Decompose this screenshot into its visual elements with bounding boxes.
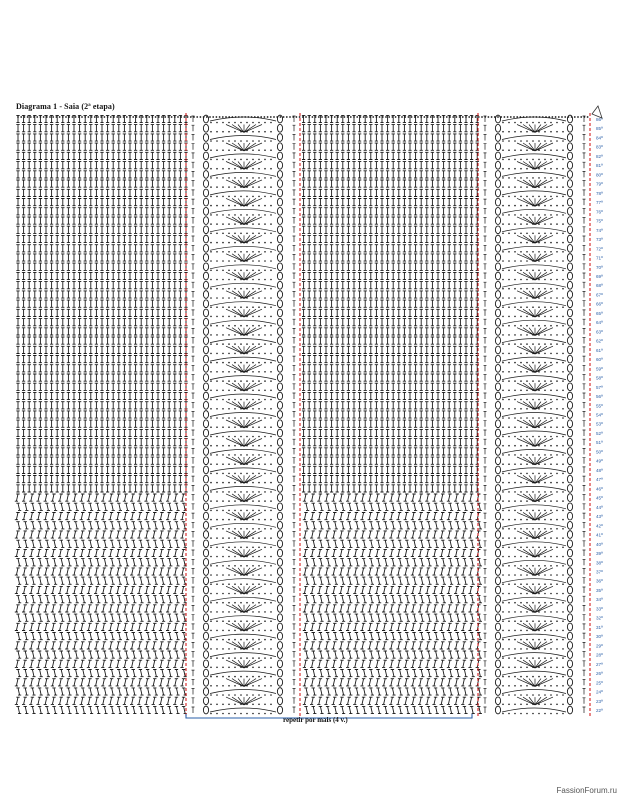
row-number: 53ª (596, 421, 603, 427)
row-number: 28ª (596, 652, 603, 658)
row-number: 52ª (596, 431, 603, 436)
row-number: 61ª (596, 347, 603, 353)
row-number: 59ª (596, 366, 603, 372)
row-number: 27ª (596, 661, 603, 667)
row-number: 23ª (596, 698, 603, 704)
pattern-panel (192, 115, 296, 714)
row-number: 36ª (596, 578, 603, 584)
row-number: 31ª (596, 624, 603, 630)
diagram-title: Diagrama 1 - Saia (2ª etapa) (16, 102, 115, 111)
row-number: 67ª (596, 292, 603, 298)
row-number: 22ª (596, 708, 603, 713)
row-number: 75ª (596, 218, 603, 224)
row-number: 40ª (596, 541, 603, 547)
row-number: 83ª (596, 144, 603, 150)
row-number: 60ª (596, 357, 603, 363)
row-number-column (596, 117, 603, 713)
pattern-panel (484, 115, 586, 714)
watermark: FassionForum.ru (556, 786, 617, 795)
row-number: 56ª (596, 394, 603, 399)
row-number: 73ª (596, 237, 603, 242)
row-number: 29ª (596, 643, 603, 649)
row-number: 50ª (596, 449, 603, 455)
row-number: 37ª (596, 569, 603, 575)
row-number: 38ª (596, 560, 603, 566)
row-number: 42ª (596, 523, 603, 529)
row-number: 48ª (596, 467, 603, 473)
row-number: 34ª (596, 597, 603, 603)
row-number: 46ª (596, 486, 603, 492)
row-number: 32ª (596, 615, 603, 621)
row-number: 57ª (596, 384, 603, 390)
row-number: 45ª (596, 495, 603, 501)
stitch-grid (15, 115, 589, 714)
repeat-label: repetir por mais (4 v.) (283, 716, 348, 724)
row-number: 78ª (596, 190, 603, 196)
row-number: 54ª (596, 412, 603, 418)
row-number: 80ª (596, 172, 603, 178)
row-number: 58ª (596, 375, 603, 381)
row-number: 33ª (596, 606, 603, 612)
stitch-symbols (15, 115, 482, 713)
row-number: 35ª (596, 588, 603, 593)
row-number: 65ª (596, 310, 603, 316)
row-number: 66ª (596, 301, 603, 307)
row-number: 86ª (596, 117, 603, 122)
row-number: 74ª (596, 227, 603, 233)
row-number: 24ª (596, 689, 603, 695)
row-number: 77ª (596, 200, 603, 206)
row-number: 64ª (596, 320, 603, 326)
row-number: 81ª (596, 163, 603, 169)
row-number: 68ª (596, 283, 603, 289)
row-number: 70ª (596, 264, 603, 270)
row-number: 51ª (596, 440, 603, 446)
row-number: 85ª (596, 126, 603, 132)
row-number: 30ª (596, 634, 603, 640)
row-number: 72ª (596, 246, 603, 252)
row-number: 84ª (596, 135, 603, 141)
row-number: 55ª (596, 403, 603, 409)
row-number: 47ª (596, 477, 603, 483)
row-number: 79ª (596, 181, 603, 187)
row-number: 25ª (596, 680, 603, 686)
row-number: 62ª (596, 338, 603, 344)
row-number: 49ª (596, 458, 603, 464)
row-number: 82ª (596, 153, 603, 159)
row-number: 44ª (596, 504, 603, 510)
row-number: 69ª (596, 274, 603, 279)
row-number: 26ª (596, 671, 603, 677)
row-number: 63ª (596, 329, 603, 335)
row-number: 39ª (596, 551, 603, 556)
row-number: 43ª (596, 514, 603, 520)
row-number: 76ª (596, 209, 603, 215)
row-number: 71ª (596, 255, 603, 261)
row-number: 41ª (596, 532, 603, 538)
